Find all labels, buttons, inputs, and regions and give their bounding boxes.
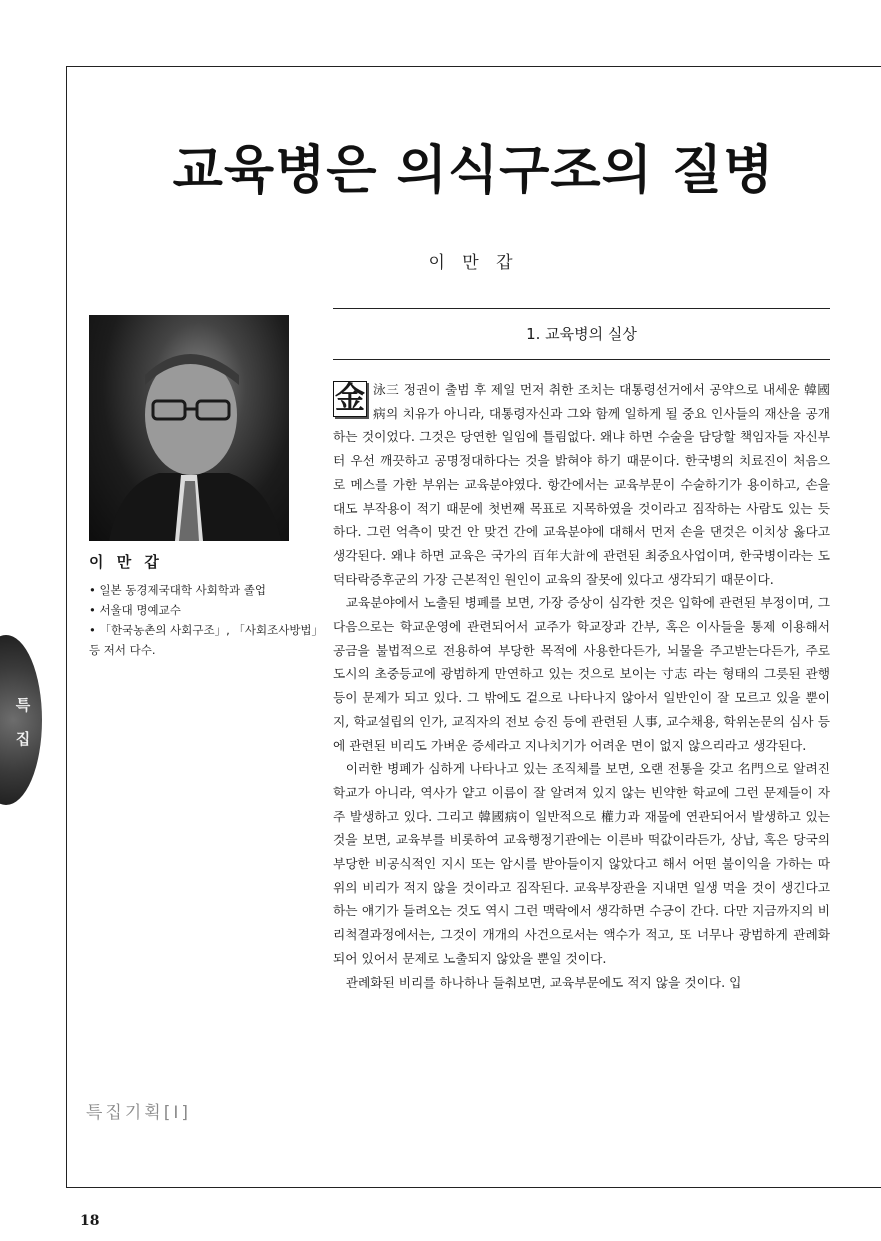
bio-item: • 일본 동경제국대학 사회학과 졸업 (89, 583, 266, 597)
body-paragraph: 관례화된 비리를 하나하나 들춰보면, 교육부문에도 적지 않을 것이다. 입 (345, 974, 742, 990)
frame-left-rule (66, 66, 67, 1188)
special-feature-badge-text: 특 집 (15, 696, 31, 748)
body-paragraph: 교육분야에서 노출된 병폐를 보면, 가장 증상이 심각한 것은 입학에 관련된 부정이며, 그 다음으로는 학교운영에 관련되어서 교주가 학교장과 간부, 혹은 이사들을 통제 이용해서 공금을 불법적으로 전용하여 부당한 목적에 사용한다든가, 뇌물을 주고받는다든가, 주로 도시의 초중등교에 광범하게 만연하고 있는 것으로 보이는 寸志 라는 형태의 그릇된 관행 등이 문제가 되고 있다. 그 밖에도 겉으로 나타나지 않아서 일반인이 잘 모르고 있을 뿐이지, 학교설립의 인가, 교직자의 전보 승진 등에 관련된 人事, 교수채용, 학위논문의 심사 등에 관련된 비리도 가벼운 증세라고 지나치기가 어려운 면이 없지 않으리라고 생각된다. (333, 595, 830, 753)
body-paragraph: 이러한 병폐가 심하게 나타나고 있는 조직체를 보면, 오랜 전통을 갖고 名門으로 알려진 학교가 아니라, 역사가 얕고 이름이 잘 알려져 있지 않는 빈약한 학교에 그런 문제들이 자주 발생하고 있다. 그리고 韓國病이 일반적으로 權力과 재물에 연관되어서 발생하고 있는 것을 보면, 교육부를 비롯하여 교육행정기관에는 이른바 떡값이라든가, 상납, 혹은 당국의 부당한 비공식적인 지시 또는 암시를 받아들이지 않았다고 해서 어떤 불이익을 가하는 따위의 비리가 적지 않을 것이라고 짐작된다. 교육부장관을 지내면 일생 먹을 것이 생긴다고 하는 얘기가 들려오는 것도 역시 그런 맥락에서 생각하면 수긍이 간다. 다만 지금까지의 비리척결과정에서는, 그것이 개개의 사건으로서는 액수가 적고, 또 너무나 광범하게 관례화되어 있어서 문제로 노출되지 않았을 뿐일 것이다. (333, 761, 830, 966)
page-number: 18 (80, 1213, 100, 1229)
article-author: 이 만 갑 (428, 253, 519, 273)
section-heading: 1. 교육병의 실상 (333, 308, 830, 360)
article-title: 교육병은 의식구조의 질병 (172, 141, 775, 201)
drop-cap: 金 (335, 381, 365, 416)
bio-name: 이 만 갑 (89, 553, 163, 571)
bio-item: • 서울대 명예교수 (89, 603, 181, 617)
bio-item: 등 저서 다수. (89, 643, 156, 657)
bio-item: • 「한국농촌의 사회구조」, 「사회조사방법」 (89, 623, 324, 637)
series-footer-mark: 특집기획[Ⅰ] (86, 1103, 191, 1123)
body-paragraph: 金 泳三 정권이 출범 후 제일 먼저 취한 조치는 대통령선거에서 공약으로 내세운 韓國病의 치유가 아니라, 대통령자신과 그와 함께 일하게 될 중요 인사들의 재산을 공개하는 것이었다. 그것은 당연한 일임에 틀림없다. 왜냐 하면 수술을 담당할 책임자들 자신부터 우선 깨끗하고 공명정대하다는 것을 밝혀야 하기 때문이다. 한국병의 치료진이 처음으로 메스를 가한 부위는 교육분야였다. 항간에서는 교육부문이 수술하기가 용이하고, 손을 대도 부작용이 적기 때문에 첫번째 목표로 지목하였을 것이라고 짐작하는 사람도 있는 듯하다. 그런 억측이 맞건 안 맞건 간에 교육분야에 대해서 먼저 손을 댄것은 이치상 옳다고 생각된다. 왜냐 하면 교육은 국가의 百年大計에 관련된 최중요사업이며, 한국병이라는 도덕타락증후군의 가장 근본적인 원인이 교육의 잘못에 있다고 생각되기 때문이다. (333, 381, 830, 587)
author-photo (89, 315, 289, 541)
article-body (333, 378, 830, 994)
frame-bottom-rule (66, 1187, 881, 1188)
frame-top-rule (66, 66, 881, 67)
author-bio (89, 551, 329, 660)
